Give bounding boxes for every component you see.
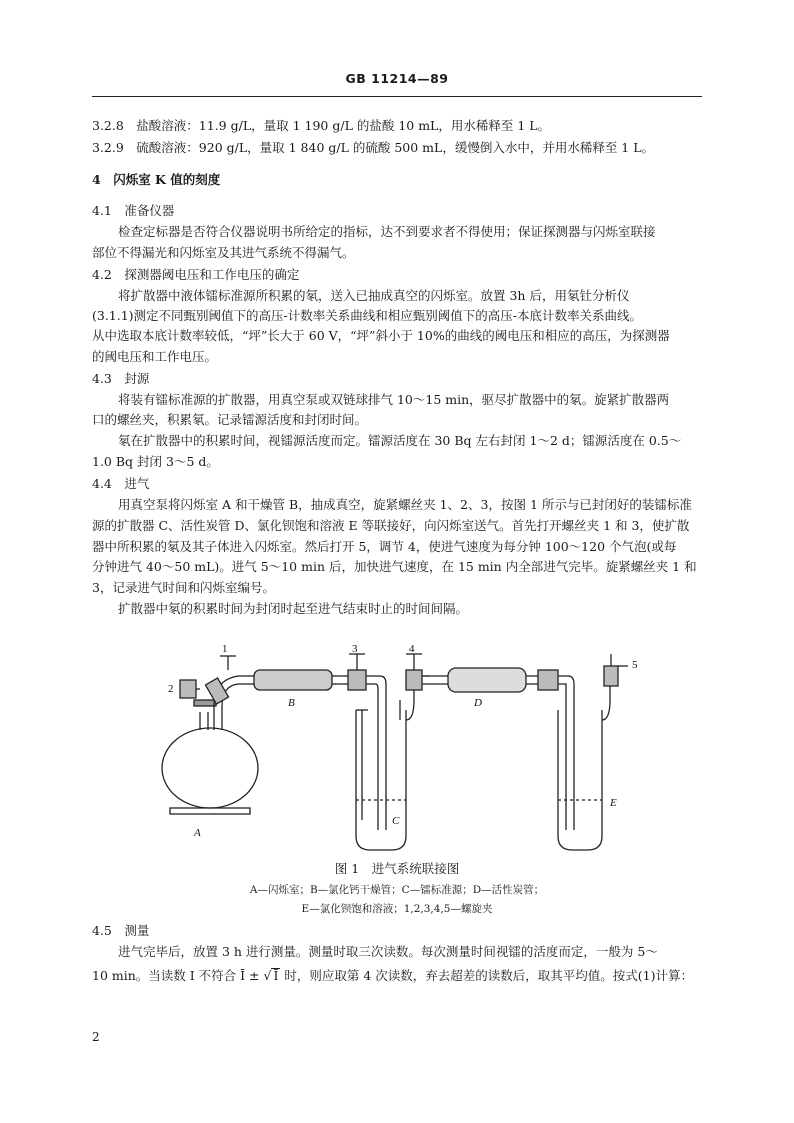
label-A: A xyxy=(194,827,201,839)
paragraph-line: 3，记录进气时间和闪烁室编号。 xyxy=(92,580,275,595)
section-4-title: 4 闪烁室 K 值的刻度 xyxy=(92,172,221,187)
paragraph-line: 扩散器中氡的积累时间为封闭时起至进气结束时止的时间间隔。 xyxy=(118,601,469,616)
section-4-2-title: 4.2 探测器阈电压和工作电压的确定 xyxy=(92,267,300,282)
paragraph-line: (3.1.1)测定不同甄别阈值下的高压-计数率关系曲线和相应甄别阈值下的高压-本底计数率关系曲线。 xyxy=(92,308,643,323)
calcium-chloride-drying-tube xyxy=(238,670,348,690)
paragraph-line: 源的扩散器 C、活性炭管 D、氯化钡饱和溶液 E 等联接好，向闪烁室送气。首先打开螺丝夹 1 和 3，使扩散 xyxy=(92,518,690,533)
figure-legend-line: A—闪烁室；B—氯化钙干燥管；C—镭标准源；D—活性炭管； xyxy=(249,884,545,896)
section-4-3-title: 4.3 封源 xyxy=(92,371,150,386)
paragraph-line: 进气完毕后，放置 3 h 进行测量。测量时取三次读数。每次测量时间视镭的活度而定，一般为 5～ xyxy=(118,944,658,959)
formula-text-before: 10 min。当读数 I 不符合 Ī ± xyxy=(92,968,264,983)
label-C: C xyxy=(392,815,400,827)
paragraph-line: 部位不得漏光和闪烁室及其进气系统不得漏气。 xyxy=(92,245,355,260)
clause-3-2-8: 3.2.8 盐酸溶液：11.9 g/L，量取 1 190 g/L 的盐酸 10 mL，用水稀释至 1 L。 xyxy=(92,118,551,133)
gas-inlet-system-diagram xyxy=(130,640,660,860)
clause-3-2-9: 3.2.9 硫酸溶液：920 g/L，量取 1 840 g/L 的硫酸 500 mL，缓慢倒入水中，并用水稀释至 1 L。 xyxy=(92,140,655,155)
page-number: 2 xyxy=(92,1030,100,1044)
paragraph-line: 将扩散器中液体镭标准源所积累的氡，送入已抽成真空的闪烁室。放置 3h 后，用氡钍分析仪 xyxy=(118,288,630,303)
figure-caption: 图 1 进气系统联接图 xyxy=(334,861,460,876)
screw-clamp-4 xyxy=(400,654,430,720)
label-clamp-2: 2 xyxy=(168,683,174,695)
scintillation-chamber-flask xyxy=(162,700,258,814)
label-clamp-5: 5 xyxy=(632,659,638,671)
label-E: E xyxy=(610,797,617,809)
section-4-5-title: 4.5 测量 xyxy=(92,923,150,938)
barium-chloride-solution-tube xyxy=(558,654,628,850)
paragraph-line: 用真空泵将闪烁室 A 和干燥管 B，抽成真空，旋紧螺丝夹 1、2、3，按图 1 所示与已封闭好的装镭标准 xyxy=(118,497,692,512)
paragraph-line: 氡在扩散器中的积累时间，视镭源活度而定。镭源活度在 30 Bq 左右封闭 1～2 d；镭源活度在 0.5～ xyxy=(118,433,682,448)
paragraph-line-with-formula: 10 min。当读数 I 不符合 Ī ± √ Ī 时，则应取第 4 次读数，弃去超差的读数后，取其平均值。按式(1)计算： xyxy=(92,968,694,983)
label-D: D xyxy=(474,697,482,709)
label-clamp-1: 1 xyxy=(222,643,228,655)
paragraph-line: 1.0 Bq 封闭 3～5 d。 xyxy=(92,454,219,469)
section-4-1-title: 4.1 准备仪器 xyxy=(92,203,175,218)
paragraph-line: 将装有镭标准源的扩散器，用真空泵或双链球排气 10～15 min，驱尽扩散器中的氡。旋紧扩散器两 xyxy=(118,392,670,407)
paragraph-line: 的阈电压和工作电压。 xyxy=(92,349,218,364)
paragraph-line: 检查定标器是否符合仪器说明书所给定的指标，达不到要求者不得使用；保证探测器与闪烁室联接 xyxy=(118,224,656,239)
paragraph-line: 器中所积累的氡及其子体进入闪烁室。然后打开 5，调节 4，使进气速度为每分钟 100～120 个气泡(或每 xyxy=(92,539,677,554)
header-rule xyxy=(92,96,702,97)
label-clamp-3: 3 xyxy=(352,643,358,655)
paragraph-line: 口的螺丝夹，积累氡。记录镭源活度和封闭时间。 xyxy=(92,412,368,427)
formula-text-after: 时，则应取第 4 次读数，弃去超差的读数后，取其平均值。按式(1)计算： xyxy=(280,968,694,983)
standard-code-header: GB 11214—89 xyxy=(345,71,449,86)
label-B: B xyxy=(288,697,295,709)
figure-legend-line: E—氯化钡饱和溶液；1,2,3,4,5—螺旋夹 xyxy=(301,903,493,915)
section-4-4-title: 4.4 进气 xyxy=(92,476,150,491)
screw-clamp-3 xyxy=(348,654,374,860)
paragraph-line: 分钟进气 40～50 mL)。进气 5～10 min 后，加快进气速度，在 15 min 内全部进气完毕。旋紧螺丝夹 1 和 xyxy=(92,559,697,574)
paragraph-line: 从中选取本底计数率较低，“坪”长大于 60 V，“坪”斜小于 10%的曲线的阈电压和相应的高压，为探测器 xyxy=(92,328,670,343)
activated-carbon-tube xyxy=(422,668,574,830)
sqrt-radicand: Ī xyxy=(273,968,279,983)
screw-clamp-2 xyxy=(180,680,200,698)
screw-clamp-1 xyxy=(205,656,238,706)
label-clamp-4: 4 xyxy=(409,643,415,655)
